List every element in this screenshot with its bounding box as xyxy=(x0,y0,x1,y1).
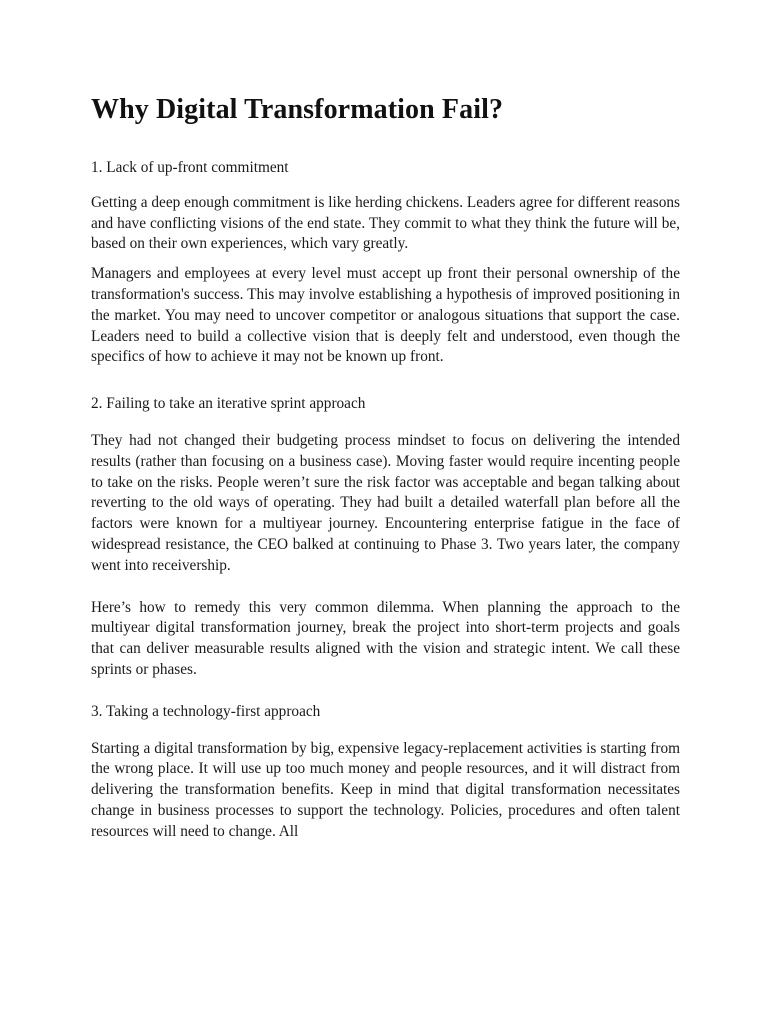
document-title: Why Digital Transformation Fail? xyxy=(91,94,504,125)
paragraph: They had not changed their budgeting process mindset to focus on delivering the intended results (rather than focusing on a business case). Moving faster would require incenting people to take on the risks. People weren’t sure the risk factor was acceptable and began talking about reverting to the old ways of operating. They had built a detailed waterfall plan before all the factors were known for a multiyear journey. Encountering enterprise fatigue in the face of widespread resistance, the CEO balked at continuing to Phase 3. Two years later, the company went into receivership. xyxy=(91,431,680,574)
paragraph: Getting a deep enough commitment is like herding chickens. Leaders agree for different reasons and have conflicting visions of the end state. They commit to what they think the future will be, based on their own experiences, which vary greatly. xyxy=(91,193,680,253)
section-heading: 1. Lack of up-front commitment xyxy=(91,159,289,176)
section-heading: 2. Failing to take an iterative sprint approach xyxy=(91,395,366,413)
section-heading: 3. Taking a technology-first approach xyxy=(91,702,321,720)
paragraph: Here’s how to remedy this very common dilemma. When planning the approach to the multiyear digital transformation journey, break the project into short-term projects and goals that can deliver measurable results aligned with the vision and strategic intent. We call these sprints or phases. xyxy=(91,598,680,678)
document-page xyxy=(91,90,680,843)
paragraph: Starting a digital transformation by big, expensive legacy-replacement activities is starting from the wrong place. It will use up too much money and people resources, and it will distract from delivering the transformation benefits. Keep in mind that digital transformation necessitates change in business processes to support the technology. Policies, procedures and often talent resources will need to change. All xyxy=(91,739,680,840)
paragraph: Managers and employees at every level must accept up front their personal ownership of the transformation's success. This may involve establishing a hypothesis of improved positioning in the market. You may need to uncover competitor or analogous situations that support the case. Leaders need to build a collective vision that is deeply felt and understood, even though the specifics of how to achieve it may not be known up front. xyxy=(91,265,680,366)
